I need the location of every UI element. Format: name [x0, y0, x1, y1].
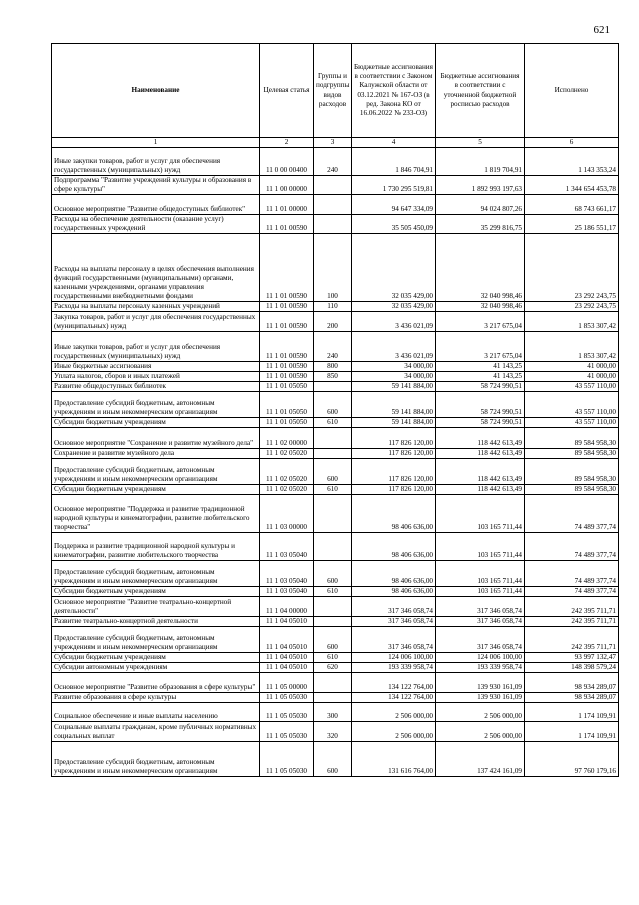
cell-approved: 32 035 429,00 — [352, 234, 436, 302]
cell-refined: 2 506 000,00 — [436, 703, 525, 722]
cell-refined: 3 217 675,04 — [436, 332, 525, 362]
cell-group: 600 — [314, 459, 352, 485]
cell-approved: 94 647 334,09 — [352, 195, 436, 215]
cell-target: 11 1 05 05030 — [260, 722, 314, 742]
cell-target: 11 1 04 05010 — [260, 663, 314, 673]
cell-approved: 117 826 120,00 — [352, 459, 436, 485]
cell-target: 11 1 05 05030 — [260, 693, 314, 703]
cell-executed: 25 186 551,17 — [525, 215, 619, 234]
cell-group: 610 — [314, 485, 352, 495]
cell-executed: 98 934 289,07 — [525, 693, 619, 703]
cell-name: Основное мероприятие "Поддержка и развитие традиционной народной культуры и кинематографии, развитие любительского творчества" — [52, 495, 260, 533]
table-row — [52, 653, 619, 663]
cell-target: 11 1 01 05050 — [260, 382, 314, 392]
cell-executed: 1 344 654 453,78 — [525, 176, 619, 195]
page-number: 621 — [593, 24, 610, 36]
cell-target: 11 1 01 00590 — [260, 312, 314, 332]
table-row — [52, 673, 619, 693]
cell-approved: 59 141 884,00 — [352, 418, 436, 428]
table-row — [52, 382, 619, 392]
cell-target: 11 1 01 00590 — [260, 302, 314, 312]
table-row — [52, 392, 619, 418]
cell-approved: 32 035 429,00 — [352, 302, 436, 312]
cell-target: 11 1 04 05010 — [260, 617, 314, 627]
cell-executed: 242 395 711,71 — [525, 627, 619, 653]
cell-group — [314, 673, 352, 693]
cell-refined: 118 442 613,49 — [436, 459, 525, 485]
cell-name: Подпрограмма "Развитие учреждений культуры и образования в сфере культуры" — [52, 176, 260, 195]
cell-approved: 193 339 958,74 — [352, 663, 436, 673]
cell-approved: 3 436 021,09 — [352, 312, 436, 332]
cell-refined: 32 040 998,46 — [436, 234, 525, 302]
cell-group: 320 — [314, 722, 352, 742]
cell-refined: 124 006 100,00 — [436, 653, 525, 663]
cell-executed: 23 292 243,75 — [525, 234, 619, 302]
cell-target: 11 1 01 00590 — [260, 372, 314, 382]
cell-target: 11 1 02 05020 — [260, 485, 314, 495]
cell-target: 11 1 03 00000 — [260, 495, 314, 533]
cell-group — [314, 533, 352, 561]
cell-target: 11 1 04 00000 — [260, 597, 314, 617]
cell-approved: 317 346 058,74 — [352, 627, 436, 653]
cell-target: 11 1 02 00000 — [260, 428, 314, 449]
cell-target: 11 1 00 00000 — [260, 176, 314, 195]
cell-executed: 148 398 579,24 — [525, 663, 619, 673]
cell-group: 240 — [314, 148, 352, 176]
cell-group — [314, 215, 352, 234]
cell-refined: 58 724 990,51 — [436, 418, 525, 428]
cell-approved: 1 730 295 519,81 — [352, 176, 436, 195]
cell-group — [314, 176, 352, 195]
table-row — [52, 372, 619, 382]
table-row — [52, 234, 619, 302]
header-group: Группы и подгруппы видов расходов — [314, 44, 352, 138]
cell-executed: 74 489 377,74 — [525, 561, 619, 587]
cell-group — [314, 449, 352, 459]
cell-executed: 97 760 179,16 — [525, 742, 619, 777]
budget-table — [51, 43, 619, 777]
table-row — [52, 195, 619, 215]
table-row — [52, 693, 619, 703]
cell-executed: 1 853 307,42 — [525, 332, 619, 362]
table-row — [52, 561, 619, 587]
table-row — [52, 742, 619, 777]
table-row — [52, 312, 619, 332]
cell-target: 11 1 03 05040 — [260, 587, 314, 597]
cell-executed: 68 743 661,17 — [525, 195, 619, 215]
cell-target: 11 1 01 00000 — [260, 195, 314, 215]
cell-approved: 317 346 058,74 — [352, 597, 436, 617]
cell-approved: 2 506 000,00 — [352, 703, 436, 722]
cell-approved: 98 406 636,00 — [352, 495, 436, 533]
cell-approved: 34 000,00 — [352, 372, 436, 382]
cell-executed: 1 853 307,42 — [525, 312, 619, 332]
table-row — [52, 215, 619, 234]
cell-target: 11 1 05 00000 — [260, 673, 314, 693]
cell-target: 11 1 02 05020 — [260, 459, 314, 485]
header-refined: Бюджетные ассигнования в соответствии с уточненной бюджетной росписью расходов — [436, 44, 525, 138]
cell-refined: 103 165 711,44 — [436, 587, 525, 597]
cell-name: Субсидии бюджетным учреждениям — [52, 485, 260, 495]
cell-executed: 1 143 353,24 — [525, 148, 619, 176]
table-row — [52, 703, 619, 722]
cell-group — [314, 495, 352, 533]
cell-refined: 1 819 704,91 — [436, 148, 525, 176]
cell-refined: 317 346 058,74 — [436, 597, 525, 617]
column-number: 1 — [52, 138, 260, 148]
cell-group: 240 — [314, 332, 352, 362]
cell-refined: 139 930 161,09 — [436, 693, 525, 703]
header-row — [52, 44, 619, 138]
cell-group: 600 — [314, 627, 352, 653]
table-row — [52, 302, 619, 312]
cell-name: Основное мероприятие "Развитие общедоступных библиотек" — [52, 195, 260, 215]
cell-executed: 43 557 110,00 — [525, 418, 619, 428]
cell-refined: 2 506 000,00 — [436, 722, 525, 742]
cell-refined: 193 339 958,74 — [436, 663, 525, 673]
cell-name: Основное мероприятие "Развитие театрально-концертной деятельности" — [52, 597, 260, 617]
cell-executed: 74 489 377,74 — [525, 495, 619, 533]
cell-approved: 3 436 021,09 — [352, 332, 436, 362]
cell-executed: 41 000,00 — [525, 372, 619, 382]
cell-refined: 139 930 161,09 — [436, 673, 525, 693]
cell-approved: 117 826 120,00 — [352, 428, 436, 449]
cell-name: Расходы на выплаты персоналу в целях обеспечения выполнения функций государственными (муниципальными) органами, казенными учреждениями, органами управления государственными внебюджетными фондами — [52, 234, 260, 302]
cell-name: Субсидии автономным учреждениям — [52, 663, 260, 673]
column-number: 6 — [525, 138, 619, 148]
cell-group: 610 — [314, 587, 352, 597]
cell-name: Предоставление субсидий бюджетным, автономным учреждениям и иным некоммерческим организациям — [52, 459, 260, 485]
header-target: Целевая статья — [260, 44, 314, 138]
cell-refined: 103 165 711,44 — [436, 561, 525, 587]
column-number: 5 — [436, 138, 525, 148]
cell-executed: 74 489 377,74 — [525, 587, 619, 597]
cell-refined: 118 442 613,49 — [436, 428, 525, 449]
table-body — [52, 148, 619, 777]
cell-group: 600 — [314, 392, 352, 418]
cell-refined: 103 165 711,44 — [436, 495, 525, 533]
cell-approved: 98 406 636,00 — [352, 561, 436, 587]
cell-target: 11 1 01 00590 — [260, 332, 314, 362]
cell-refined: 137 424 161,09 — [436, 742, 525, 777]
cell-refined: 118 442 613,49 — [436, 485, 525, 495]
cell-group — [314, 428, 352, 449]
header-executed: Исполнено — [525, 44, 619, 138]
cell-refined: 58 724 990,51 — [436, 392, 525, 418]
cell-name: Предоставление субсидий бюджетным, автономным учреждениям и иным некоммерческим организациям — [52, 627, 260, 653]
cell-refined: 94 024 807,26 — [436, 195, 525, 215]
table-row — [52, 617, 619, 627]
table-row — [52, 597, 619, 617]
cell-name: Субсидии бюджетным учреждениям — [52, 418, 260, 428]
cell-approved: 117 826 120,00 — [352, 449, 436, 459]
cell-executed: 89 584 958,30 — [525, 449, 619, 459]
table-row — [52, 332, 619, 362]
cell-approved: 317 346 058,74 — [352, 617, 436, 627]
table-row — [52, 722, 619, 742]
cell-executed: 242 395 711,71 — [525, 617, 619, 627]
cell-name: Основное мероприятие "Развитие образования в сфере культуры" — [52, 673, 260, 693]
cell-approved: 131 616 764,00 — [352, 742, 436, 777]
table-row — [52, 459, 619, 485]
table-row — [52, 663, 619, 673]
cell-name: Иные закупки товаров, работ и услуг для обеспечения государственных (муниципальных) нужд — [52, 332, 260, 362]
cell-group — [314, 382, 352, 392]
cell-name: Основное мероприятие "Сохранение и развитие музейного дела" — [52, 428, 260, 449]
cell-group: 620 — [314, 663, 352, 673]
cell-approved: 98 406 636,00 — [352, 533, 436, 561]
cell-refined: 317 346 058,74 — [436, 617, 525, 627]
cell-executed: 1 174 109,91 — [525, 722, 619, 742]
cell-group: 600 — [314, 561, 352, 587]
cell-executed: 98 934 289,07 — [525, 673, 619, 693]
table-row — [52, 533, 619, 561]
cell-group — [314, 195, 352, 215]
cell-approved: 59 141 884,00 — [352, 392, 436, 418]
table-row — [52, 428, 619, 449]
cell-approved: 98 406 636,00 — [352, 587, 436, 597]
cell-target: 11 1 05 05030 — [260, 742, 314, 777]
cell-executed: 93 997 132,47 — [525, 653, 619, 663]
cell-approved: 35 505 450,09 — [352, 215, 436, 234]
cell-approved: 134 122 764,00 — [352, 693, 436, 703]
cell-group: 110 — [314, 302, 352, 312]
cell-group: 100 — [314, 234, 352, 302]
cell-executed: 89 584 958,30 — [525, 485, 619, 495]
cell-refined: 41 143,25 — [436, 372, 525, 382]
cell-approved: 134 122 764,00 — [352, 673, 436, 693]
cell-approved: 59 141 884,00 — [352, 382, 436, 392]
cell-approved: 124 006 100,00 — [352, 653, 436, 663]
cell-name: Субсидии бюджетным учреждениям — [52, 587, 260, 597]
cell-target: 11 1 01 00590 — [260, 215, 314, 234]
cell-group — [314, 617, 352, 627]
cell-name: Предоставление субсидий бюджетным, автономным учреждениям и иным некоммерческим организациям — [52, 742, 260, 777]
cell-executed: 89 584 958,30 — [525, 428, 619, 449]
cell-target: 11 1 03 05040 — [260, 561, 314, 587]
cell-refined: 3 217 675,04 — [436, 312, 525, 332]
table-row — [52, 148, 619, 176]
column-number: 4 — [352, 138, 436, 148]
cell-name: Закупка товаров, работ и услуг для обеспечения государственных (муниципальных) нужд — [52, 312, 260, 332]
cell-approved: 34 000,00 — [352, 362, 436, 372]
cell-group: 610 — [314, 653, 352, 663]
column-number: 3 — [314, 138, 352, 148]
cell-approved: 2 506 000,00 — [352, 722, 436, 742]
cell-executed: 74 489 377,74 — [525, 533, 619, 561]
cell-name: Предоставление субсидий бюджетным, автономным учреждениям и иным некоммерческим организациям — [52, 561, 260, 587]
cell-name: Уплата налогов, сборов и иных платежей — [52, 372, 260, 382]
cell-refined: 118 442 613,49 — [436, 449, 525, 459]
cell-name: Иные бюджетные ассигнования — [52, 362, 260, 372]
table-row — [52, 449, 619, 459]
cell-name: Расходы на обеспечение деятельности (оказание услуг) государственных учреждений — [52, 215, 260, 234]
cell-group: 300 — [314, 703, 352, 722]
table-row — [52, 627, 619, 653]
cell-group — [314, 597, 352, 617]
cell-executed: 23 292 243,75 — [525, 302, 619, 312]
cell-group: 850 — [314, 372, 352, 382]
cell-target: 11 0 00 00400 — [260, 148, 314, 176]
cell-refined: 317 346 058,74 — [436, 627, 525, 653]
column-number: 2 — [260, 138, 314, 148]
cell-target: 11 1 01 00590 — [260, 234, 314, 302]
table-row — [52, 418, 619, 428]
cell-name: Сохранение и развитие музейного дела — [52, 449, 260, 459]
cell-approved: 117 826 120,00 — [352, 485, 436, 495]
cell-target: 11 1 01 00590 — [260, 362, 314, 372]
cell-name: Расходы на выплаты персоналу казенных учреждений — [52, 302, 260, 312]
cell-approved: 1 846 704,91 — [352, 148, 436, 176]
cell-name: Развитие общедоступных библиотек — [52, 382, 260, 392]
cell-name: Субсидии бюджетным учреждениям — [52, 653, 260, 663]
cell-name: Развитие образования в сфере культуры — [52, 693, 260, 703]
cell-executed: 1 174 109,91 — [525, 703, 619, 722]
cell-refined: 41 143,25 — [436, 362, 525, 372]
cell-target: 11 1 05 05030 — [260, 703, 314, 722]
cell-name: Развитие театрально-концертной деятельности — [52, 617, 260, 627]
cell-name: Социальные выплаты гражданам, кроме публичных нормативных социальных выплат — [52, 722, 260, 742]
cell-name: Иные закупки товаров, работ и услуг для обеспечения государственных (муниципальных) нужд — [52, 148, 260, 176]
cell-target: 11 1 04 05010 — [260, 653, 314, 663]
cell-group: 800 — [314, 362, 352, 372]
cell-refined: 35 299 816,75 — [436, 215, 525, 234]
cell-executed: 43 557 110,00 — [525, 382, 619, 392]
cell-executed: 43 557 110,00 — [525, 392, 619, 418]
cell-refined: 32 040 998,46 — [436, 302, 525, 312]
cell-name: Предоставление субсидий бюджетным, автономным учреждениям и иным некоммерческим организациям — [52, 392, 260, 418]
table-row — [52, 587, 619, 597]
cell-target: 11 1 02 05020 — [260, 449, 314, 459]
table-row — [52, 176, 619, 195]
cell-group: 600 — [314, 742, 352, 777]
cell-executed: 242 395 711,71 — [525, 597, 619, 617]
cell-target: 11 1 03 05040 — [260, 533, 314, 561]
cell-target: 11 1 04 05010 — [260, 627, 314, 653]
table-row — [52, 495, 619, 533]
cell-name: Поддержка и развитие традиционной народной культуры и кинематографии, развитие любительского творчества — [52, 533, 260, 561]
cell-refined: 1 892 993 197,63 — [436, 176, 525, 195]
cell-refined: 103 165 711,44 — [436, 533, 525, 561]
column-number-row — [52, 138, 619, 148]
cell-group — [314, 693, 352, 703]
cell-executed: 41 000,00 — [525, 362, 619, 372]
cell-target: 11 1 01 05050 — [260, 418, 314, 428]
cell-executed: 89 584 958,30 — [525, 459, 619, 485]
table-row — [52, 485, 619, 495]
cell-group: 610 — [314, 418, 352, 428]
cell-group: 200 — [314, 312, 352, 332]
cell-target: 11 1 01 05050 — [260, 392, 314, 418]
table-row — [52, 362, 619, 372]
cell-name: Социальное обеспечение и иные выплаты населению — [52, 703, 260, 722]
header-name: Наименование — [52, 44, 260, 138]
header-approved: Бюджетные ассигнования в соответствии с Законом Калужской области от 03.12.2021 № 167-ОЗ (в ред. Закона КО от 16.06.2022 № 233-ОЗ) — [352, 44, 436, 138]
cell-refined: 58 724 990,51 — [436, 382, 525, 392]
